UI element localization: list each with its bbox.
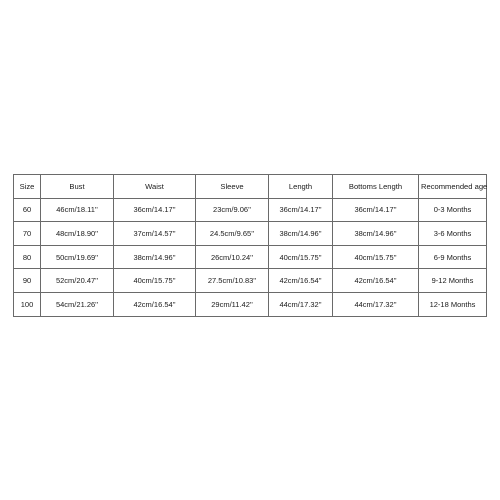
cell-sleeve: 29cm/11.42'' [196,292,269,316]
cell-bust: 46cm/18.11'' [41,198,114,222]
header-size: Size [14,175,41,199]
cell-recommended-age: 12-18 Months [419,292,487,316]
table-row [14,222,487,246]
cell-bust: 50cm/19.69'' [41,245,114,269]
cell-recommended-age: 0-3 Months [419,198,487,222]
cell-bottoms-length: 40cm/15.75'' [333,245,419,269]
header-bust: Bust [41,175,114,199]
cell-size: 60 [14,198,41,222]
size-chart-table [13,174,487,317]
cell-recommended-age: 3-6 Months [419,222,487,246]
cell-sleeve: 23cm/9.06'' [196,198,269,222]
header-sleeve: Sleeve [196,175,269,199]
table-header-row [14,175,487,199]
cell-bottoms-length: 36cm/14.17'' [333,198,419,222]
cell-waist: 36cm/14.17'' [114,198,196,222]
cell-waist: 40cm/15.75'' [114,269,196,293]
header-length: Length [269,175,333,199]
cell-waist: 38cm/14.96'' [114,245,196,269]
cell-bottoms-length: 38cm/14.96'' [333,222,419,246]
cell-bust: 54cm/21.26'' [41,292,114,316]
cell-size: 100 [14,292,41,316]
cell-sleeve: 26cm/10.24'' [196,245,269,269]
cell-recommended-age: 6-9 Months [419,245,487,269]
header-recommended-age: Recommended age [419,175,487,199]
cell-length: 42cm/16.54'' [269,269,333,293]
cell-sleeve: 24.5cm/9.65'' [196,222,269,246]
header-waist: Waist [114,175,196,199]
table-row [14,269,487,293]
table-row [14,245,487,269]
cell-size: 70 [14,222,41,246]
cell-length: 44cm/17.32'' [269,292,333,316]
cell-recommended-age: 9-12 Months [419,269,487,293]
cell-bust: 52cm/20.47'' [41,269,114,293]
cell-sleeve: 27.5cm/10.83'' [196,269,269,293]
cell-size: 80 [14,245,41,269]
header-bottoms-length: Bottoms Length [333,175,419,199]
table-row [14,198,487,222]
cell-bust: 48cm/18.90'' [41,222,114,246]
cell-length: 36cm/14.17'' [269,198,333,222]
cell-bottoms-length: 42cm/16.54'' [333,269,419,293]
cell-bottoms-length: 44cm/17.32'' [333,292,419,316]
cell-length: 38cm/14.96'' [269,222,333,246]
cell-size: 90 [14,269,41,293]
cell-length: 40cm/15.75'' [269,245,333,269]
table-row [14,292,487,316]
cell-waist: 37cm/14.57'' [114,222,196,246]
cell-waist: 42cm/16.54'' [114,292,196,316]
